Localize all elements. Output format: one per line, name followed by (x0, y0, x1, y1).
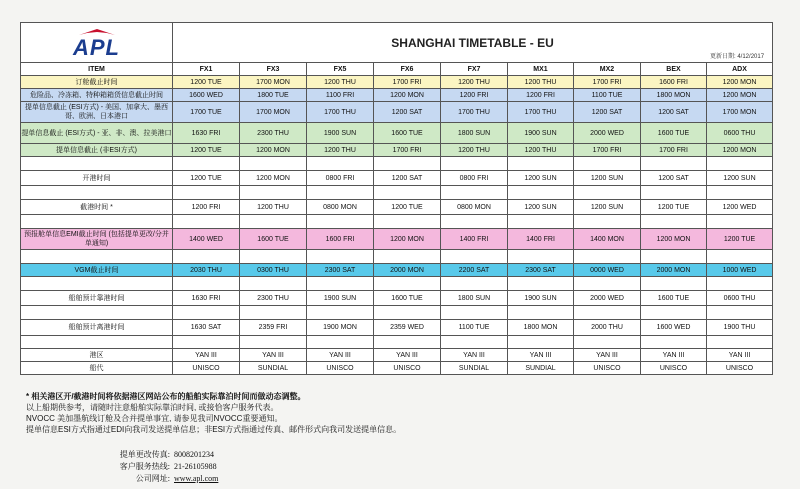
table-cell: 1800 MON (508, 320, 574, 336)
row-item-label (21, 336, 173, 349)
table-cell (574, 277, 641, 291)
contact-block (112, 449, 218, 485)
table-cell: 2300 SAT (508, 264, 574, 277)
table-cell (508, 157, 574, 171)
update-date (710, 51, 764, 60)
table-cell: 1200 MON (707, 89, 773, 102)
column-header-fx1: FX1 (173, 63, 240, 76)
table-cell: 1800 SUN (441, 123, 508, 144)
row-item-label: VGM截止时间 (21, 264, 173, 277)
row-item-label (21, 215, 173, 229)
table-cell: 1400 FRI (441, 229, 508, 250)
table-cell (508, 186, 574, 200)
table-cell: 1100 TUE (441, 320, 508, 336)
table-cell: UNISCO (707, 362, 773, 375)
table-cell (173, 250, 240, 264)
column-header-bex: BEX (641, 63, 707, 76)
table-cell: 1200 THU (441, 144, 508, 157)
page-title: SHANGHAI TIMETABLE - EU (391, 35, 554, 50)
row-item-label: 港区 (21, 349, 173, 362)
table-cell (508, 250, 574, 264)
table-cell: 1200 TUE (641, 200, 707, 215)
table-cell: 1900 SUN (307, 291, 374, 306)
table-cell: 2000 WED (574, 123, 641, 144)
row-item-label: 提单信息截止 (ESI方式) - 美国、加拿大、墨西哥、欧洲、日本港口 (21, 102, 173, 123)
row-item-label: 提单信息截止 (非ESI方式) (21, 144, 173, 157)
table-cell (374, 336, 441, 349)
table-cell (240, 157, 307, 171)
contact-value: 8008201234 (174, 450, 214, 459)
footnote-1: * 相关港区开/截港时间将依据港区网站公布的船舶实际靠泊时间而做动态调整。 (26, 392, 306, 401)
table-cell (173, 157, 240, 171)
update-label: 更新日期: (710, 54, 736, 60)
table-cell (441, 277, 508, 291)
footnote-2: 以上船期供参考，请随时注意船舶实际靠泊时间, 或接恰客户服务代表。 (26, 403, 279, 412)
table-cell: 1600 FRI (641, 76, 707, 89)
table-cell: 0600 THU (707, 123, 773, 144)
table-cell: 2000 THU (574, 320, 641, 336)
table-cell: 1600 WED (641, 320, 707, 336)
website-link[interactable]: www.apl.com (174, 474, 219, 483)
table-cell: 1700 THU (508, 102, 574, 123)
table-cell: 1700 FRI (574, 76, 641, 89)
table-cell (707, 157, 773, 171)
table-cell (240, 186, 307, 200)
contact-website (112, 473, 218, 485)
table-cell: 1800 TUE (240, 89, 307, 102)
table-row (21, 200, 773, 215)
table-cell (374, 277, 441, 291)
table-cell: 0800 FRI (441, 171, 508, 186)
table-cell: 0800 FRI (307, 171, 374, 186)
table-cell: 1400 WED (173, 229, 240, 250)
table-row (21, 291, 773, 306)
row-item-label: 预报舱单信息EMI截止时间 (包括提单更改/分并单通知) (21, 229, 173, 250)
table-row (21, 362, 773, 375)
table-cell (307, 157, 374, 171)
timetable (20, 22, 773, 375)
table-cell: YAN III (707, 349, 773, 362)
table-cell: 1600 TUE (641, 291, 707, 306)
contact-label: 客户服务热线: (119, 462, 170, 471)
table-cell (240, 277, 307, 291)
table-cell: 2000 MON (641, 264, 707, 277)
table-cell: 2300 SAT (307, 264, 374, 277)
footnote-4: 提单信息ESI方式指通过EDI向我司发送提单信息；非ESI方式指通过传真、邮件形式向我司发送提单信息。 (26, 425, 402, 434)
footnotes (26, 391, 401, 435)
table-cell: 1600 TUE (374, 291, 441, 306)
table-row (21, 76, 773, 89)
table-cell: 1600 TUE (641, 123, 707, 144)
table-cell (173, 186, 240, 200)
table-cell (707, 250, 773, 264)
table-cell: 1200 TUE (173, 171, 240, 186)
table-cell: UNISCO (641, 362, 707, 375)
table-cell: YAN III (240, 349, 307, 362)
table-cell (441, 215, 508, 229)
table-cell: 1200 SAT (374, 102, 441, 123)
table-cell (641, 157, 707, 171)
table-cell (707, 336, 773, 349)
table-cell (441, 306, 508, 320)
table-cell: UNISCO (374, 362, 441, 375)
row-item-label: 订舱截止时间 (21, 76, 173, 89)
table-cell: 1630 FRI (173, 291, 240, 306)
table-cell: 1200 TUE (173, 76, 240, 89)
row-item-label: 危险品、冷冻箱、特种箱箱货信息截止时间 (21, 89, 173, 102)
table-cell: 1200 TUE (707, 229, 773, 250)
table-cell: 1700 THU (307, 102, 374, 123)
table-cell (441, 186, 508, 200)
row-item-label: 船舶预计靠港时间 (21, 291, 173, 306)
table-cell: 1700 FRI (574, 144, 641, 157)
table-cell: 0800 MON (307, 200, 374, 215)
table-cell (307, 215, 374, 229)
table-cell: YAN III (641, 349, 707, 362)
table-cell (441, 250, 508, 264)
table-cell: 1200 THU (508, 144, 574, 157)
table-cell (307, 186, 374, 200)
table-row (21, 229, 773, 250)
table-cell (641, 336, 707, 349)
table-cell: 1900 SUN (307, 123, 374, 144)
table-cell (574, 215, 641, 229)
table-cell: 1900 SUN (508, 291, 574, 306)
table-cell: 1100 FRI (307, 89, 374, 102)
table-cell: 2359 FRI (240, 320, 307, 336)
table-cell (240, 336, 307, 349)
row-item-label: 开港时间 (21, 171, 173, 186)
table-cell: 1200 SAT (641, 171, 707, 186)
table-cell: 1200 TUE (374, 200, 441, 215)
table-cell (173, 277, 240, 291)
title-cell (173, 23, 773, 63)
row-item-label (21, 157, 173, 171)
table-row (21, 306, 773, 320)
table-cell: 0000 WED (574, 264, 641, 277)
table-cell: 1400 MON (574, 229, 641, 250)
table-cell (374, 215, 441, 229)
table-cell: 1200 MON (240, 144, 307, 157)
table-cell (374, 306, 441, 320)
contact-label: 公司网址: (135, 474, 170, 483)
table-cell: 1200 SUN (707, 171, 773, 186)
table-cell (641, 277, 707, 291)
table-cell: 1200 MON (374, 229, 441, 250)
row-item-label: 船舶预计离港时间 (21, 320, 173, 336)
table-cell (374, 250, 441, 264)
table-cell: 1700 MON (240, 102, 307, 123)
table-cell: 1200 SUN (574, 200, 641, 215)
table-cell: 1600 TUE (374, 123, 441, 144)
table-cell: 0800 MON (441, 200, 508, 215)
table-cell (173, 336, 240, 349)
table-cell (307, 277, 374, 291)
table-cell (508, 306, 574, 320)
contact-fax (112, 449, 218, 461)
table-cell: SUNDIAL (441, 362, 508, 375)
table-cell: UNISCO (574, 362, 641, 375)
table-cell: 1200 SAT (374, 171, 441, 186)
table-cell: 2359 WED (374, 320, 441, 336)
row-item-label (21, 306, 173, 320)
table-cell: 1700 FRI (641, 144, 707, 157)
table-cell: 1700 FRI (374, 76, 441, 89)
table-cell: 2300 THU (240, 291, 307, 306)
column-header-adx: ADX (707, 63, 773, 76)
row-item-label: 截港时间 * (21, 200, 173, 215)
table-cell (641, 306, 707, 320)
table-row (21, 186, 773, 200)
table-cell: 1200 SUN (574, 171, 641, 186)
table-cell: 1200 THU (441, 76, 508, 89)
table-cell: 1100 TUE (574, 89, 641, 102)
table-cell: 1200 THU (240, 200, 307, 215)
table-cell (574, 306, 641, 320)
table-row (21, 102, 773, 123)
table-row (21, 171, 773, 186)
table-cell: 1200 THU (508, 76, 574, 89)
table-cell: YAN III (508, 349, 574, 362)
table-cell: 1200 THU (307, 76, 374, 89)
table-cell: 0300 THU (240, 264, 307, 277)
table-cell (374, 157, 441, 171)
table-row (21, 250, 773, 264)
table-cell (574, 186, 641, 200)
table-cell: 1200 MON (707, 76, 773, 89)
table-cell: UNISCO (173, 362, 240, 375)
table-row (21, 89, 773, 102)
table-cell: 1900 MON (307, 320, 374, 336)
column-header-fx7: FX7 (441, 63, 508, 76)
table-cell: 1200 FRI (173, 200, 240, 215)
header-row (21, 63, 773, 76)
table-cell: 1200 FRI (441, 89, 508, 102)
logo-text: APL (73, 34, 120, 60)
table-cell: 1900 THU (707, 320, 773, 336)
table-cell (574, 250, 641, 264)
table-cell: 1700 MON (707, 102, 773, 123)
table-cell: 1200 THU (307, 144, 374, 157)
table-cell: 2300 THU (240, 123, 307, 144)
table-cell: 1200 SUN (508, 200, 574, 215)
column-header-item: ITEM (21, 63, 173, 76)
table-cell: 1200 MON (240, 171, 307, 186)
table-row (21, 215, 773, 229)
table-cell: YAN III (307, 349, 374, 362)
table-row (21, 144, 773, 157)
table-cell (240, 306, 307, 320)
table-cell (508, 277, 574, 291)
table-cell (641, 250, 707, 264)
table-row (21, 277, 773, 291)
table-cell (173, 306, 240, 320)
table-cell (441, 157, 508, 171)
table-cell: 1200 TUE (173, 144, 240, 157)
table-cell: 1630 SAT (173, 320, 240, 336)
table-cell: 1600 TUE (240, 229, 307, 250)
table-cell: 2030 THU (173, 264, 240, 277)
row-item-label: 提单信息截止 (ESI方式) - 亚、非、澳、拉美港口 (21, 123, 173, 144)
table-cell (707, 277, 773, 291)
table-cell: YAN III (173, 349, 240, 362)
table-cell: 1800 MON (641, 89, 707, 102)
table-cell: SUNDIAL (508, 362, 574, 375)
contact-label: 提单更改传真: (119, 450, 170, 459)
table-cell: 1000 WED (707, 264, 773, 277)
column-header-fx3: FX3 (240, 63, 307, 76)
table-cell (508, 336, 574, 349)
timetable-sheet (20, 22, 772, 375)
column-header-mx2: MX2 (574, 63, 641, 76)
table-cell (574, 336, 641, 349)
table-cell: 1600 WED (173, 89, 240, 102)
table-cell (707, 186, 773, 200)
table-cell: 1700 THU (441, 102, 508, 123)
table-cell: 1200 MON (641, 229, 707, 250)
table-cell: 1200 SUN (508, 171, 574, 186)
table-cell (441, 336, 508, 349)
table-cell: 1900 SUN (508, 123, 574, 144)
table-cell (374, 186, 441, 200)
table-cell: 1600 FRI (307, 229, 374, 250)
table-cell (307, 250, 374, 264)
table-cell: YAN III (574, 349, 641, 362)
table-cell: SUNDIAL (240, 362, 307, 375)
table-cell: 1200 WED (707, 200, 773, 215)
table-cell: 1700 MON (240, 76, 307, 89)
contact-hotline (112, 461, 218, 473)
table-cell (707, 306, 773, 320)
table-cell (240, 215, 307, 229)
table-row (21, 349, 773, 362)
table-cell: 1200 SAT (641, 102, 707, 123)
table-row (21, 320, 773, 336)
update-value: 4/12/2017 (737, 54, 765, 60)
footnote-3: NVOCC 美加墨航线订舱及合并提单事宜, 请参见我司NVOCC重要通知。 (26, 414, 283, 423)
column-header-fx5: FX5 (307, 63, 374, 76)
table-cell: 2000 MON (374, 264, 441, 277)
table-cell (641, 186, 707, 200)
table-cell: YAN III (374, 349, 441, 362)
table-cell (173, 215, 240, 229)
table-cell: UNISCO (307, 362, 374, 375)
column-header-fx6: FX6 (374, 63, 441, 76)
table-cell (240, 250, 307, 264)
table-cell: 1630 FRI (173, 123, 240, 144)
table-cell (307, 336, 374, 349)
table-row (21, 157, 773, 171)
table-cell: 0600 THU (707, 291, 773, 306)
table-cell: 1700 FRI (374, 144, 441, 157)
table-cell: 1400 FRI (508, 229, 574, 250)
table-cell: 1200 MON (707, 144, 773, 157)
table-cell: 1200 SAT (574, 102, 641, 123)
table-cell: 1200 MON (374, 89, 441, 102)
contact-value: 21-26105988 (174, 462, 217, 471)
row-item-label (21, 277, 173, 291)
table-row (21, 336, 773, 349)
column-header-mx1: MX1 (508, 63, 574, 76)
table-row (21, 264, 773, 277)
table-cell (707, 215, 773, 229)
table-cell: YAN III (441, 349, 508, 362)
table-cell (508, 215, 574, 229)
apl-logo (21, 27, 172, 59)
logo-cell (21, 23, 173, 63)
table-cell (641, 215, 707, 229)
table-cell: 2200 SAT (441, 264, 508, 277)
table-cell: 1700 TUE (173, 102, 240, 123)
row-item-label (21, 186, 173, 200)
table-cell: 2000 WED (574, 291, 641, 306)
table-cell: 1800 SUN (441, 291, 508, 306)
table-cell (307, 306, 374, 320)
row-item-label (21, 250, 173, 264)
table-row (21, 123, 773, 144)
table-cell: 1200 FRI (508, 89, 574, 102)
table-cell (574, 157, 641, 171)
row-item-label: 船代 (21, 362, 173, 375)
